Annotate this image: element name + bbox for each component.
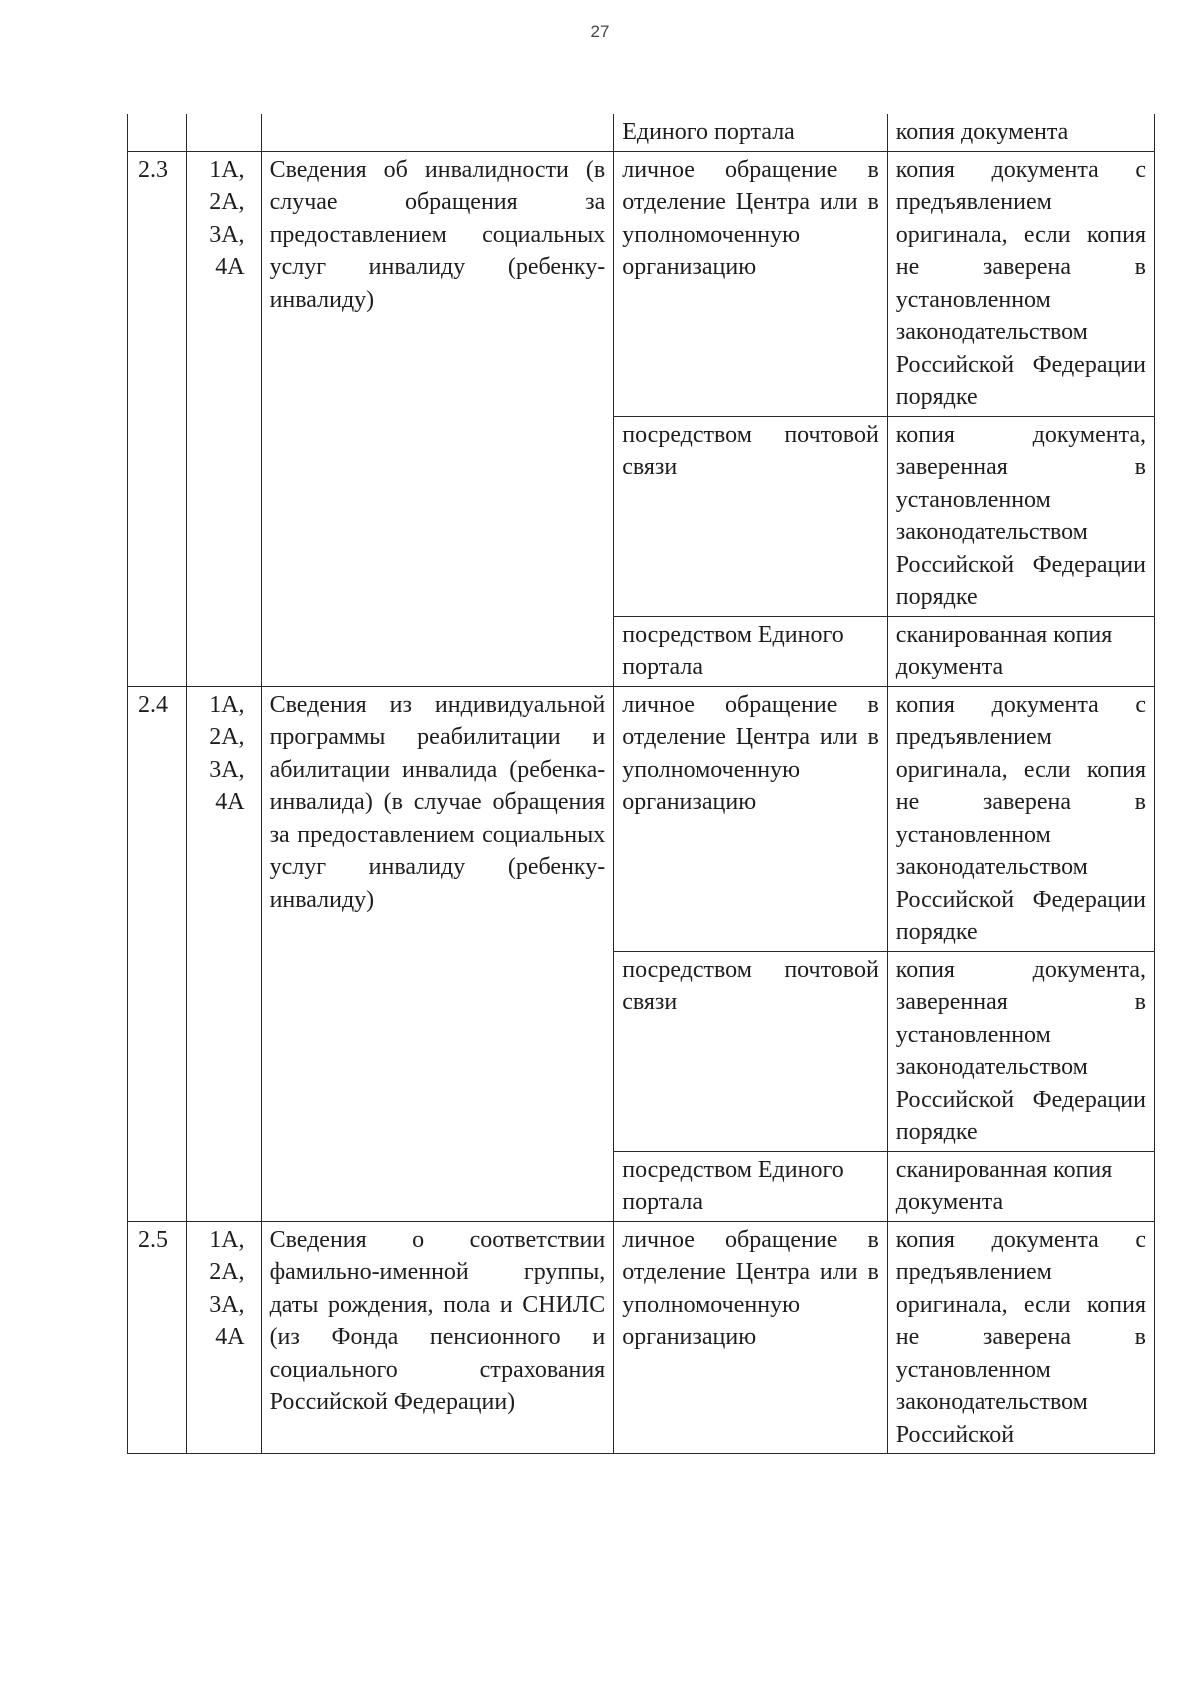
category-item: 1А, bbox=[209, 691, 245, 718]
method-cell: Единого портала bbox=[614, 114, 888, 151]
category-item: 3А, bbox=[209, 221, 245, 248]
documents-table bbox=[127, 114, 1155, 1454]
category-item: 1А, bbox=[209, 1226, 245, 1253]
document-form-cell: копия документа с предъявлением оригинала, если копия не заверена в установленном законодательством Российской bbox=[887, 1221, 1154, 1454]
table-row bbox=[128, 1221, 1155, 1454]
category-cell bbox=[186, 151, 261, 686]
category-cell bbox=[186, 1221, 261, 1454]
document-form-cell: копия документа, заверенная в установленном законодательством Российской Федерации порядке bbox=[887, 951, 1154, 1151]
category-item: 3А, bbox=[209, 1291, 245, 1318]
document-form-cell: копия документа, заверенная в установленном законодательством Российской Федерации порядке bbox=[887, 416, 1154, 616]
document-form-cell: сканированная копия документа bbox=[887, 616, 1154, 686]
continuation-row bbox=[128, 114, 1155, 151]
description-cell: Сведения из индивидуальной программы реабилитации и абилитации инвалида (ребенка-инвалида) (в случае обращения за предоставлением социальных услуг инвалиду (ребенку-инвалиду) bbox=[261, 686, 614, 1221]
category-item: 4А bbox=[215, 254, 245, 280]
row-number-cell: 2.3 bbox=[128, 151, 187, 686]
category-item: 2А, bbox=[209, 724, 245, 750]
category-item: 2А, bbox=[209, 1259, 245, 1285]
table-row bbox=[128, 686, 1155, 951]
category-cell bbox=[186, 686, 261, 1221]
method-cell: личное обращение в отделение Центра или в уполномоченную организацию bbox=[614, 686, 888, 951]
description-cell: Сведения о соответствии фамильно-именной группы, даты рождения, пола и СНИЛС (из Фонда пенсионного и социального страхования Российской Федерации) bbox=[261, 1221, 614, 1454]
description-cell bbox=[261, 114, 614, 151]
row-number-cell: 2.4 bbox=[128, 686, 187, 1221]
row-number-cell: 2.5 bbox=[128, 1221, 187, 1454]
document-form-cell: копия документа bbox=[887, 114, 1154, 151]
description-cell: Сведения об инвалидности (в случае обращения за предоставлением социальных услуг инвалиду (ребенку-инвалиду) bbox=[261, 151, 614, 686]
table-row bbox=[128, 151, 1155, 416]
document-form-cell: копия документа с предъявлением оригинала, если копия не заверена в установленном законодательством Российской Федерации порядке bbox=[887, 686, 1154, 951]
document-form-cell: копия документа с предъявлением оригинала, если копия не заверена в установленном законодательством Российской Федерации порядке bbox=[887, 151, 1154, 416]
document-form-cell: сканированная копия документа bbox=[887, 1151, 1154, 1221]
method-cell: посредством почтовой связи bbox=[614, 416, 888, 616]
category-item: 2А, bbox=[209, 189, 245, 215]
row-number-cell bbox=[128, 114, 187, 151]
page-number: 27 bbox=[590, 22, 610, 41]
method-cell: личное обращение в отделение Центра или в уполномоченную организацию bbox=[614, 151, 888, 416]
category-item: 1А, bbox=[209, 156, 245, 183]
category-item: 4А bbox=[215, 789, 245, 815]
method-cell: личное обращение в отделение Центра или в уполномоченную организацию bbox=[614, 1221, 888, 1454]
method-cell: посредством Единого портала bbox=[614, 1151, 888, 1221]
method-cell: посредством почтовой связи bbox=[614, 951, 888, 1151]
category-item: 3А, bbox=[209, 756, 245, 783]
category-item: 4А bbox=[215, 1324, 245, 1350]
method-cell: посредством Единого портала bbox=[614, 616, 888, 686]
category-cell bbox=[186, 114, 261, 151]
